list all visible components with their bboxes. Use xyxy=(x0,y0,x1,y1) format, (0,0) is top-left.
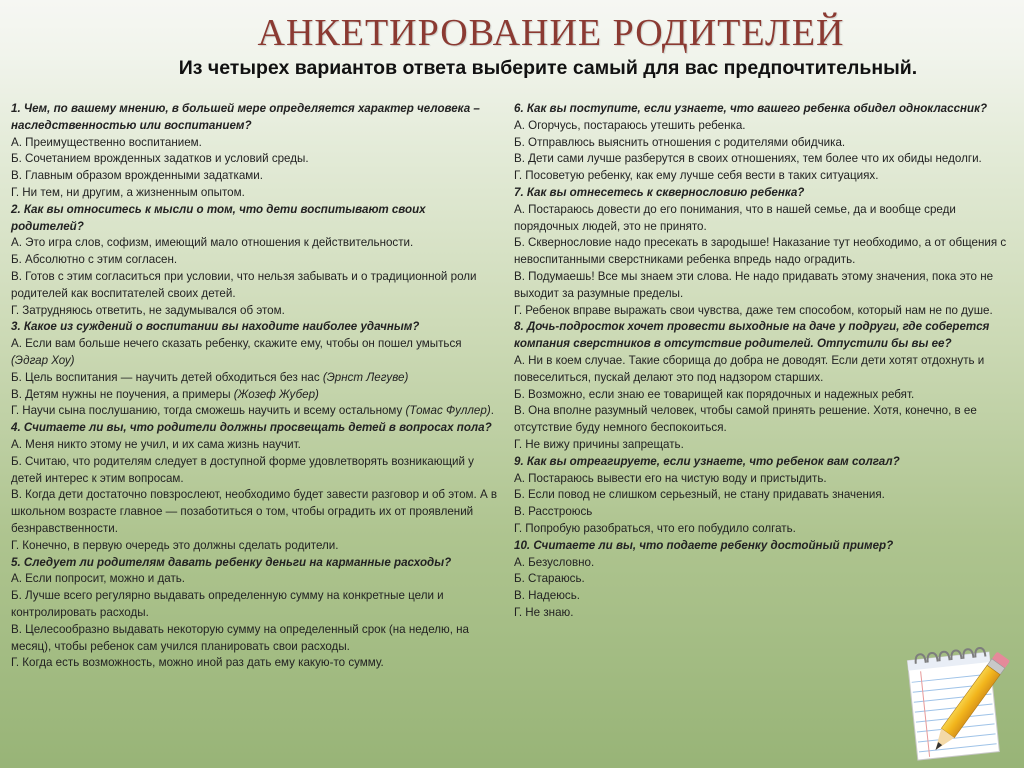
answer-text: Г. Затрудняюсь ответить, не задумывался об этом. xyxy=(11,303,285,317)
answer-option xyxy=(11,303,499,320)
answer-text: Б. Лучше всего регулярно выдавать определенную сумму на конкретные цели и контролировать расходы. xyxy=(11,589,444,619)
answer-option xyxy=(514,151,1016,168)
question-text: 8. Дочь-подросток хочет провести выходные на даче у подруги, где соберется компания сверстников в отсутствие родителей. Отпустили бы вы ее? xyxy=(514,320,990,351)
answer-text: А. Постараюсь довести до его понимания, что в нашей семье, да и вообще среди порядочных людей, это не принято. xyxy=(514,202,956,233)
question xyxy=(11,420,499,437)
answer-text: А. Преимущественно воспитанием. xyxy=(11,135,202,149)
answer-text: Г. Не знаю. xyxy=(514,605,574,619)
answer-option xyxy=(514,269,1016,303)
answer-option xyxy=(11,235,499,252)
questions-right-column xyxy=(514,101,1016,622)
page-subtitle: Из четырех вариантов ответа выберите самый для вас предпочтительный. xyxy=(178,57,918,79)
answer-text: В. Целесообразно выдавать некоторую сумму на определенный срок (на неделю, на месяц), чтобы ребенок сам учился планировать свои расходы. xyxy=(11,622,470,653)
answer-option xyxy=(11,588,499,622)
answer-text: Г. Научи сына послушанию, тогда сможешь научить и всему остальному xyxy=(11,404,406,418)
answer-option xyxy=(514,504,1016,521)
answer-option xyxy=(514,118,1016,135)
answer-text: В. Дети сами лучше разберутся в своих отношениях, тем более что их обиды недолги. xyxy=(514,152,982,166)
question-text: 4. Считаете ли вы, что родители должны просвещать детей в вопросах пола? xyxy=(11,421,492,435)
answer-option xyxy=(11,135,499,152)
answer-option xyxy=(11,538,499,555)
answer-text: А. Огорчусь, постараюсь утешить ребенка. xyxy=(514,118,746,132)
quote-author: (Эрнст Легуве) xyxy=(322,370,409,384)
answer-option xyxy=(514,588,1016,605)
answer-text: Б. Сочетанием врожденных задатков и условий среды. xyxy=(11,152,309,166)
answer-text: В. Готов с этим согласиться при условии, что нельзя забывать и о традиционной роли родителей как воспитателей своих детей. xyxy=(11,269,477,300)
answer-option xyxy=(514,403,1016,437)
question xyxy=(514,319,1016,353)
page-title: АНКЕТИРОВАНИЕ РОДИТЕЛЕЙ xyxy=(257,12,845,54)
answer-text: А. Если попросит, можно и дать. xyxy=(11,572,186,586)
answer-text: Б. Абсолютно с этим согласен. xyxy=(11,253,178,267)
question xyxy=(11,555,499,572)
answer-option xyxy=(11,252,499,269)
answer-text: А. Если вам больше нечего сказать ребенку, скажите ему, чтобы он пошел умыться xyxy=(11,337,462,351)
notepad-pencil-icon xyxy=(904,642,1022,764)
answer-option xyxy=(514,605,1016,622)
answer-option xyxy=(514,521,1016,538)
answer-text: Б. Считаю, что родителям следует в доступной форме удовлетворять возникающий у детей интерес к этим вопросам. xyxy=(11,454,474,485)
answer-text: Б. Отправлюсь выяснить отношения с родителями обидчика. xyxy=(514,135,846,149)
answer-text: Б. Сквернословие надо пресекать в зародыше! Наказание тут необходимо, а от общения с невоспитанными сверстниками ребенка впредь надо оградить. xyxy=(514,236,1007,267)
question-text: 5. Следует ли родителям давать ребенку деньги на карманные расходы? xyxy=(11,555,452,569)
answer-text: В. Надеюсь. xyxy=(514,589,580,603)
answer-option xyxy=(11,454,499,488)
answer-option xyxy=(514,202,1016,236)
quote-author: (Эдгар Хоу) xyxy=(11,353,75,367)
answer-text: В. Расстроюсь xyxy=(514,505,593,519)
question-text: 6. Как вы поступите, если узнаете, что вашего ребенка обидел одноклассник? xyxy=(514,102,988,115)
answer-option xyxy=(11,655,499,672)
question xyxy=(11,319,499,336)
question xyxy=(514,454,1016,471)
answer-option xyxy=(11,168,499,185)
answer-option xyxy=(514,555,1016,572)
question xyxy=(11,202,499,236)
answer-text: Б. Цель воспитания — научить детей обходиться без нас xyxy=(11,370,323,384)
answer-text: А. Меня никто этому не учил, и их сама жизнь научит. xyxy=(11,437,301,451)
answer-text: Г. Конечно, в первую очередь это должны сделать родители. xyxy=(11,538,339,552)
questions-left-column xyxy=(11,101,499,672)
answer-text: В. Детям нужны не поучения, а примеры xyxy=(11,387,234,401)
question-text: 1. Чем, по вашему мнению, в большей мере определяется характер человека – наследственностью или воспитанием? xyxy=(11,102,480,132)
answer-option xyxy=(11,185,499,202)
question-text: 2. Как вы относитесь к мысли о том, что дети воспитывают своих родителей? xyxy=(11,202,426,233)
answer-text: Г. Ребенок вправе выражать свои чувства, даже тем способом, который нам не по душе. xyxy=(514,303,993,317)
answer-option xyxy=(514,471,1016,488)
answer-option xyxy=(514,235,1016,269)
answer-option xyxy=(11,622,499,656)
answer-option xyxy=(514,135,1016,152)
answer-option xyxy=(11,387,499,404)
question-text: 3. Какое из суждений о воспитании вы находите наиболее удачным? xyxy=(11,320,420,334)
question xyxy=(11,101,499,135)
answer-option xyxy=(11,336,499,370)
answer-option xyxy=(11,487,499,537)
question-text: 10. Считаете ли вы, что подаете ребенку достойный пример? xyxy=(514,538,894,552)
answer-option xyxy=(514,487,1016,504)
answer-option xyxy=(514,571,1016,588)
question xyxy=(514,538,1016,555)
answer-option xyxy=(514,387,1016,404)
answer-option xyxy=(514,168,1016,185)
quote-author: (Томас Фуллер) xyxy=(405,404,491,418)
answer-option xyxy=(11,571,499,588)
answer-text: Г. Не вижу причины запрещать. xyxy=(514,437,684,451)
answer-text: Г. Ни тем, ни другим, а жизненным опытом. xyxy=(11,185,245,199)
answer-text: Б. Возможно, если знаю ее товарищей как порядочных и надежных ребят. xyxy=(514,387,915,401)
question xyxy=(514,185,1016,202)
answer-option xyxy=(514,303,1016,320)
answer-text: В. Она вполне разумный человек, чтобы самой принять решение. Хотя, конечно, в ее отсутствие буду немного беспокоиться. xyxy=(514,404,977,435)
answer-text: Г. Попробую разобраться, что его побудило солгать. xyxy=(514,521,796,535)
answer-text: В. Подумаешь! Все мы знаем эти слова. Не надо придавать этому значения, пока это не выходит за разумные пределы. xyxy=(514,269,994,300)
answer-option xyxy=(514,353,1016,387)
answer-text: А. Это игра слов, софизм, имеющий мало отношения к действительности. xyxy=(11,236,414,250)
question xyxy=(514,101,1016,118)
answer-option xyxy=(514,437,1016,454)
answer-text: А. Постараюсь вывести его на чистую воду и пристыдить. xyxy=(514,471,827,485)
answer-option xyxy=(11,370,499,387)
answer-option xyxy=(11,437,499,454)
question-text: 7. Как вы отнесетесь к сквернословию ребенка? xyxy=(514,185,805,199)
question-text: 9. Как вы отреагируете, если узнаете, что ребенок вам солгал? xyxy=(514,454,900,468)
quote-author: (Жозеф Жубер) xyxy=(233,387,319,401)
answer-text: Б. Стараюсь. xyxy=(514,572,585,586)
answer-text: В. Когда дети достаточно повзрослеют, необходимо будет завести разговор и об этом. А в школьном возрасте главное — позаботиться о том, чтобы оградить их от проявлений безнравственности. xyxy=(11,488,498,535)
answer-text: Г. Посоветую ребенку, как ему лучше себя вести в таких ситуациях. xyxy=(514,169,879,183)
answer-text: А. Ни в коем случае. Такие сборища до добра не доводят. Если дети хотят отдохнуть и повеселиться, пускай делают это под надзором старших. xyxy=(514,353,985,384)
answer-text: В. Главным образом врожденными задатками. xyxy=(11,169,263,183)
answer-text: А. Безусловно. xyxy=(514,555,595,569)
answer-text: Г. Когда есть возможность, можно иной раз дать ему какую-то сумму. xyxy=(11,656,384,670)
answer-option xyxy=(11,269,499,303)
punctuation: . xyxy=(490,404,494,418)
answer-text: Б. Если повод не слишком серьезный, не стану придавать значения. xyxy=(514,488,885,502)
answer-option xyxy=(11,151,499,168)
answer-option xyxy=(11,403,499,420)
